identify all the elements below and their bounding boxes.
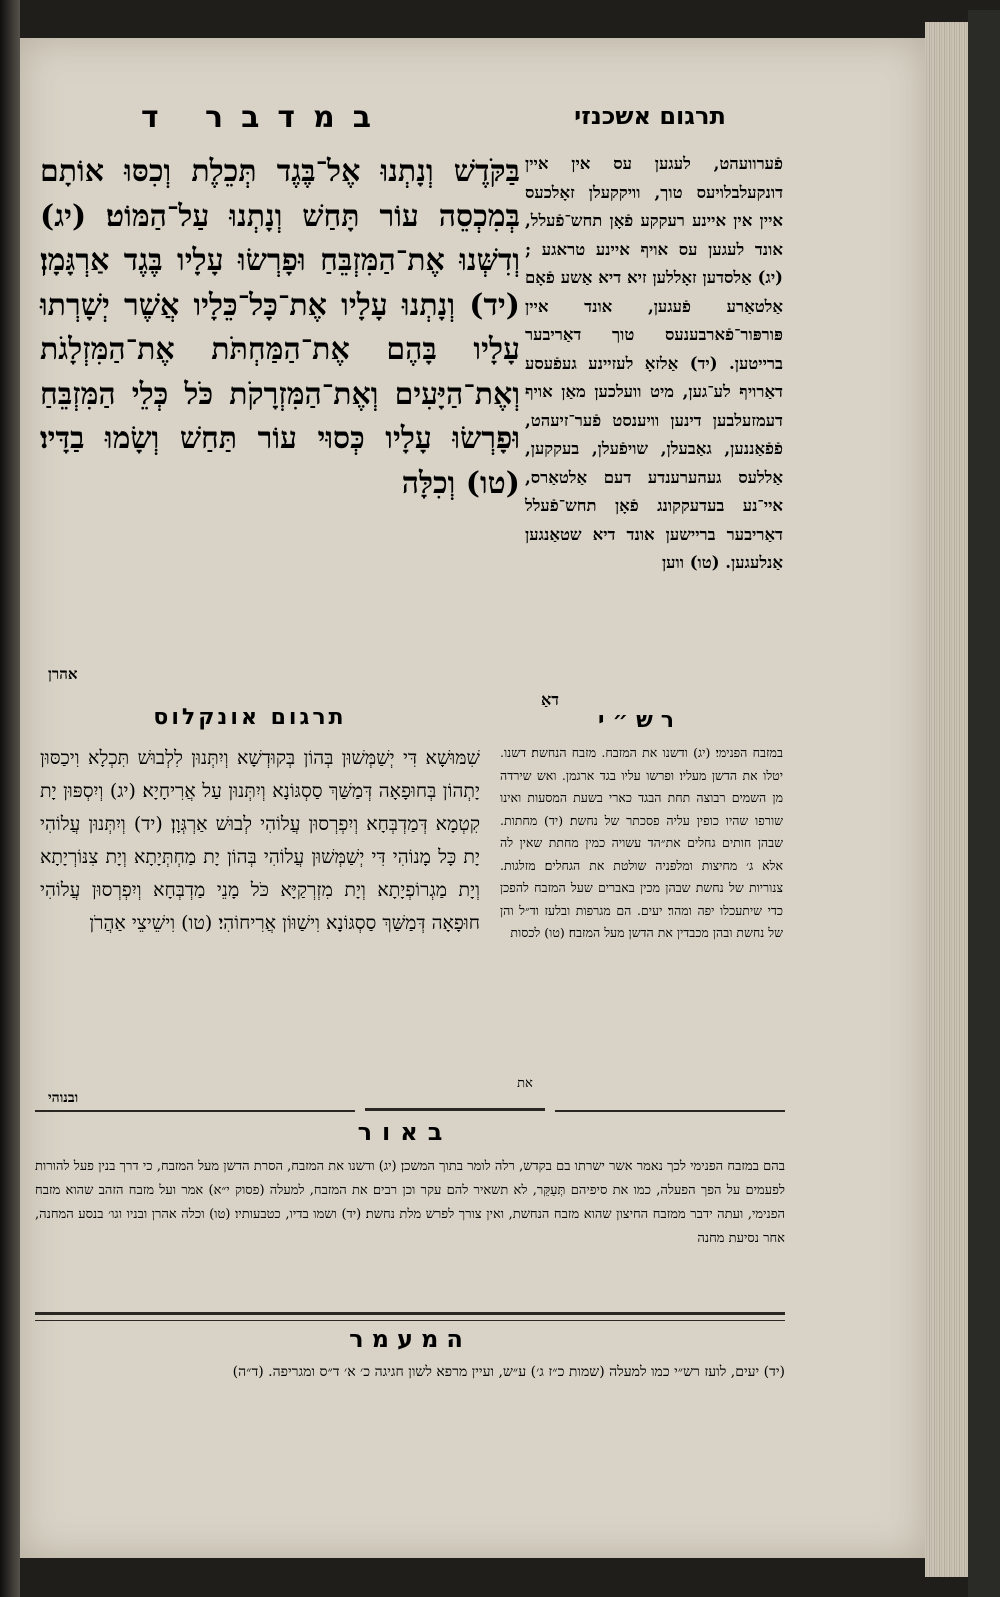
biur-heading: באור xyxy=(357,1118,453,1146)
biur-catchword: מחנה xyxy=(697,1231,725,1246)
book-title-header: במדבר ד xyxy=(140,100,390,135)
rashi-heading: רש״י xyxy=(597,708,683,733)
bible-text-block: בַּקֹּדֶשׁ וְנָתְנוּ אֶל־בֶּגֶד תְּכֵלֶת וְכִסּוּ אוֹתָם בְּמִכְסֵה עוֹר תָּחַשׁ וְנָתְנוּ עַל־הַמּוֹט׃ (יג) וְדִשְּׁנוּ אֶת־הַמִּזְבֵּחַ וּפָרְשׂוּ עָלָיו בֶּגֶד אַרְגָּמָן׃ (יד) וְנָתְנוּ עָלָיו אֶת־כָּל־כֵּלָיו אֲשֶׁר יְשָׁרְתוּ עָלָיו בָּהֶם אֶת־הַמַּחְתֹּת אֶת־הַמִּזְלָגֹת וְאֶת־הַיָּעִים וְאֶת־הַמִּזְרָקֹת כֹּל כְּלֵי הַמִּזְבֵּחַ וּפָרְשׂוּ עָלָיו כְּסוּי עוֹר תַּחַשׁ וְשָׂמוּ בַדָּיו׃ (טו) וְכִלָּה xyxy=(40,154,520,501)
divider-rule-lower xyxy=(35,1312,785,1315)
divider-rule-center xyxy=(365,1108,545,1111)
bible-catchword: אהרן xyxy=(48,665,78,683)
onkelos-heading: תרגום אונקלוס xyxy=(153,705,347,730)
onkelos-catchword: ובנוהי xyxy=(48,1090,79,1106)
meamar-commentary-block: (יד) יעים, לועז רש״י כמו למעלה (שמות כ״ז ג׳) ע״ש, ועיין מרפא לשון חגיגה כ׳ א׳ ד״ס ומגריפה. (ד״ה) xyxy=(232,1364,785,1380)
book-binding xyxy=(0,0,20,1597)
yiddish-translation-header: תרגום אשכנזי xyxy=(574,102,726,130)
onkelos-text-block: שִׁמּוּשָׁא דִּי יְשַׁמְּשׁוּן בְּהוֹן בְּקוּדְשָׁא וְיִתְּנוּן לִלְבוּשׁ תִּכְלָא וִיכַסּוּן יָתְהוֹן בְּחוּפָאָה דְּמַשַּׁךְ סַסְגּוֹנָא וְיִתְּנוּן עַל אֲרִיחָיָא׃ (יג) וְיִסְפּוּן יָת קִטְמָא דְּמַדְבְּחָא וְיִפְרְסוּן עֲלוֹהִי לְבוּשׁ אַרְגְּוָן׃ (יד) וְיִתְּנוּן עֲלוֹהִי יָת כָּל מָנוֹהִי דִּי יְשַׁמְּשׁוּן עֲלוֹהִי בְּהוֹן יָת מַחְתְּיָתָא וְיָת צִנּוֹרְיָתָא וְיָת מַגְרוֹפְיָתָא וְיָת מִזְרְקַיָּא כֹּל מָנֵי מַדְבְּחָא וְיִפְרְסוּן עֲלוֹהִי חוּפָאָה דְּמַשַּׁךְ סַסְגּוֹנָא וִישַׁוּוֹן אֲרִיחוֹהִי׃ (טו) וִישֵׁיצֵי אַהֲרֹן xyxy=(40,747,480,934)
biur-commentary-block xyxy=(35,1155,785,1251)
divider-rule-lower-thin xyxy=(35,1320,785,1321)
meamar-heading: המעמר xyxy=(349,1325,471,1353)
divider-rule-left xyxy=(35,1110,355,1112)
yiddish-translation-block: פֿערוועהט, לעגען עס אין איין דונקעלבלויעס טוך, וויקקעלן זאָלכעס איין אין איינע רעקקע פֿאָן תחש־פֿעלל, אונד לעגען עס אויף איינע טראגע ; (יג) אַלסדען זאָללען זיא דיא אַשע פֿאָם אַלטאַרע פֿעגען, אונד איין פּורפּור־פֿארבענעס טוך דאַריבער ברייטען. (יד) אַלזאָ לעזיינע געפֿעסע דאַרויף לע־גען, מיט וועלכען מאַן אויף דעמזעלבען דינען וויענסט פֿער־זיעהט, פֿפֿאַננען, גאַבעלן, שויפֿעלן, בעקקען, אַללעס געהערענדע דעם אַלטאַרס, איי־נע בעדעקקונג פֿאָן תחש־פֿעלל דאַריבער בריישען אונד דיא שטאַנגען אַנלעגען. (טו) ווען xyxy=(525,154,783,572)
divider-rule-right xyxy=(555,1110,785,1112)
page-edges xyxy=(925,22,968,1577)
yiddish-catchword: דאַ xyxy=(541,690,559,709)
book-cover-edge xyxy=(968,10,1000,1597)
biur-text: בהם במזבח הפנימי לכך נאמר אשר ישרתו בם בקדש, רלה לומר בתוך המשכן׃ (יג) ודשנו את המזבח, הסרת הדשן מעל המזבח, כי דרך בנין פעל להורות לפעמים על הפך הפעלה, כמו את סיפיהם תְּעַקֵּר, לא תשאיר להם עקר וכן רבים׃ את המזבח, למעלה (פסוק י״א) אמר ועל מזבח הזהב שהוא מזבח הפנימי, ועתה ידבר ממזבח החיצון שהוא מזבח הנחשת, ואין צורך לפרש מלת נחשת׃ (יד) ושמו בדיו, כטבעותיו׃ (טו) וכלה אהרן ובניו וגו׳ בנסע המחנה, אחר נסיעת xyxy=(35,1159,785,1246)
rashi-catchword: את xyxy=(517,1076,533,1091)
rashi-commentary-block: במזבח הפנימי׃ (יג) ודשנו את המזבח. מזבח הנחשת׃ דשנו. יטלו את הדשן מעליו׃ ופרשו עליו בגד ארגמן. ואש שירדה מן השמים רבוצה תחת הבגד כארי בשעת המסעות ואינו שורפו שהיו כופין עליה פסכתר של נחשת׃ (יד) מחתות. שבהן חותים גחלים את״הד עשויה כמין מחתת שאין לה אלא ג׳ מחיצות ומלפניה שולטת את הגחלים׃ מזלגות. צנוריות של נחשת שבהן מכין באברים שעל המזבח להפכן כדי שיתעכלו יפה ומהר׃ יעים. הם מגרפות ובלעז וד״ל והן של נחשת ובהן מכבדין את הדשן מעל המזבח׃ (טו) לכסות xyxy=(500,745,783,940)
